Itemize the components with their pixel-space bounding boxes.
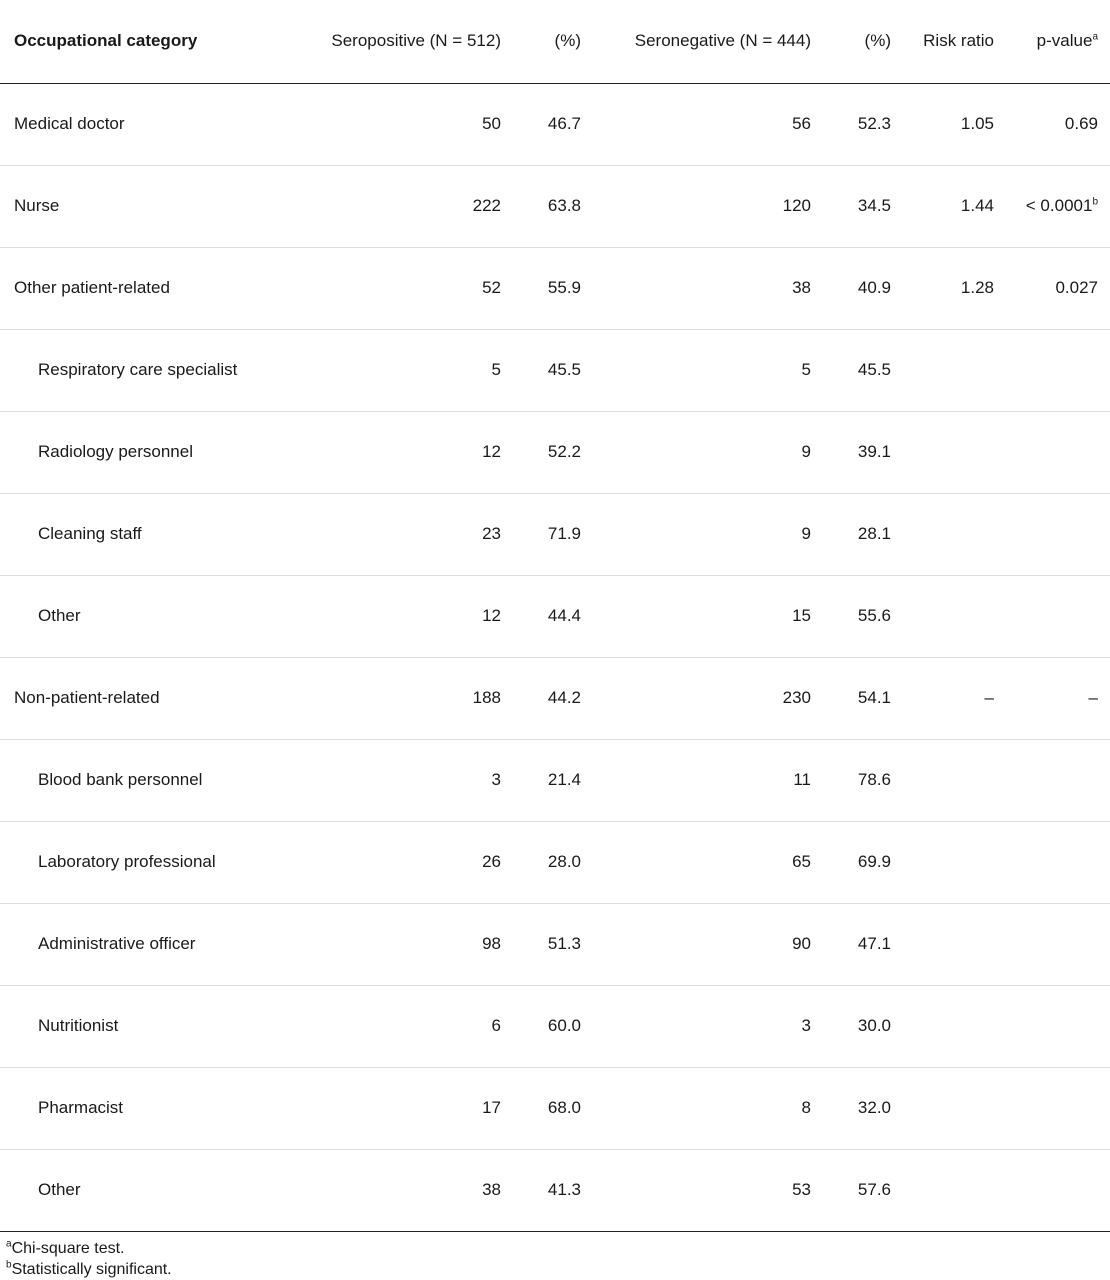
seropositive-percent: 71.9: [515, 493, 595, 575]
seronegative-percent: 45.5: [825, 329, 905, 411]
p-value: [1008, 657, 1110, 739]
p-value: [1008, 821, 1110, 903]
row-label: Laboratory professional: [0, 821, 300, 903]
row-label: Other: [0, 1149, 300, 1231]
seropositive-count: 38: [300, 1149, 515, 1231]
header-seronegative: Seronegative (N = 444): [595, 0, 825, 83]
table-footnotes: [6, 1238, 172, 1280]
seronegative-count: 38: [595, 247, 825, 329]
p-value: [1008, 1149, 1110, 1231]
footnote-a-text: Chi-square test.: [11, 1240, 125, 1257]
p-value: [1008, 985, 1110, 1067]
seronegative-count: 230: [595, 657, 825, 739]
table-row: [0, 1067, 1110, 1149]
seronegative-count: 56: [595, 83, 825, 165]
p-value: [1008, 247, 1110, 329]
row-label: Blood bank personnel: [0, 739, 300, 821]
seropositive-count: 50: [300, 83, 515, 165]
footnote-a-mark: a: [6, 1238, 12, 1250]
risk-ratio: [905, 411, 1008, 493]
footnote-b-mark: b: [6, 1259, 12, 1271]
header-seronegative-percent: (%): [825, 0, 905, 83]
risk-ratio: [905, 493, 1008, 575]
row-label: Nutritionist: [0, 985, 300, 1067]
seropositive-count: 12: [300, 411, 515, 493]
seropositive-count: 26: [300, 821, 515, 903]
seronegative-count: 9: [595, 411, 825, 493]
seropositive-count: 52: [300, 247, 515, 329]
header-risk-ratio: Risk ratio: [905, 0, 1008, 83]
seropositive-count: 12: [300, 575, 515, 657]
seropositive-count: 17: [300, 1067, 515, 1149]
seropositive-percent: 68.0: [515, 1067, 595, 1149]
seropositive-count: 6: [300, 985, 515, 1067]
p-value-footnote-mark: b: [1092, 196, 1098, 208]
row-label: Cleaning staff: [0, 493, 300, 575]
seronegative-count: 65: [595, 821, 825, 903]
footnote-a: [6, 1238, 172, 1259]
table-row: [0, 411, 1110, 493]
header-row: [0, 0, 1110, 83]
seropositive-percent: 44.2: [515, 657, 595, 739]
p-value: [1008, 903, 1110, 985]
p-value: [1008, 493, 1110, 575]
risk-ratio: [905, 903, 1008, 985]
seronegative-count: 3: [595, 985, 825, 1067]
seropositive-percent: 28.0: [515, 821, 595, 903]
seronegative-percent: 52.3: [825, 83, 905, 165]
header-p-value-footnote-mark: a: [1092, 31, 1098, 43]
header-p-value-label: p-value: [1036, 31, 1093, 51]
risk-ratio: [905, 575, 1008, 657]
table-row: [0, 1149, 1110, 1231]
p-value: [1008, 83, 1110, 165]
footnote-b: [6, 1259, 172, 1280]
seropositive-count: 188: [300, 657, 515, 739]
table-row: [0, 575, 1110, 657]
p-value: [1008, 165, 1110, 247]
row-label: Radiology personnel: [0, 411, 300, 493]
seropositive-percent: 46.7: [515, 83, 595, 165]
risk-ratio: [905, 1149, 1008, 1231]
seropositive-count: 222: [300, 165, 515, 247]
seropositive-percent: 55.9: [515, 247, 595, 329]
seronegative-percent: 28.1: [825, 493, 905, 575]
seronegative-count: 120: [595, 165, 825, 247]
table-row: [0, 165, 1110, 247]
table-row: [0, 903, 1110, 985]
row-label: Non-patient-related: [0, 657, 300, 739]
seropositive-count: 3: [300, 739, 515, 821]
seropositive-percent: 51.3: [515, 903, 595, 985]
p-value: [1008, 411, 1110, 493]
seronegative-percent: 40.9: [825, 247, 905, 329]
row-label: Medical doctor: [0, 83, 300, 165]
risk-ratio: 1.05: [905, 83, 1008, 165]
header-p-value: [1008, 0, 1110, 83]
seronegative-percent: 34.5: [825, 165, 905, 247]
seropositive-count: 98: [300, 903, 515, 985]
p-value: [1008, 1067, 1110, 1149]
seropositive-percent: 63.8: [515, 165, 595, 247]
seronegative-percent: 54.1: [825, 657, 905, 739]
risk-ratio: [905, 329, 1008, 411]
seronegative-percent: 30.0: [825, 985, 905, 1067]
seropositive-percent: 45.5: [515, 329, 595, 411]
risk-ratio: 1.28: [905, 247, 1008, 329]
seronegative-percent: 47.1: [825, 903, 905, 985]
seropositive-count: 5: [300, 329, 515, 411]
table-row: [0, 493, 1110, 575]
risk-ratio: [905, 821, 1008, 903]
p-value-text: 0.027: [1055, 278, 1098, 297]
seronegative-percent: 69.9: [825, 821, 905, 903]
seronegative-count: 90: [595, 903, 825, 985]
row-label: Other: [0, 575, 300, 657]
seronegative-percent: 78.6: [825, 739, 905, 821]
risk-ratio: [905, 1067, 1008, 1149]
seropositive-percent: 21.4: [515, 739, 595, 821]
table-header: [0, 0, 1110, 83]
table-row: [0, 657, 1110, 739]
risk-ratio: [905, 985, 1008, 1067]
p-value: [1008, 739, 1110, 821]
row-label: Respiratory care specialist: [0, 329, 300, 411]
risk-ratio: 1.44: [905, 165, 1008, 247]
seronegative-count: 9: [595, 493, 825, 575]
footnote-b-text: Statistically significant.: [11, 1261, 172, 1278]
seropositive-percent: 60.0: [515, 985, 595, 1067]
p-value-text: –: [1088, 688, 1098, 707]
seronegative-percent: 55.6: [825, 575, 905, 657]
table-row: [0, 329, 1110, 411]
table-row: [0, 985, 1110, 1067]
row-label: Administrative officer: [0, 903, 300, 985]
table-body: [0, 83, 1110, 1231]
seronegative-percent: 39.1: [825, 411, 905, 493]
seropositive-count: 23: [300, 493, 515, 575]
row-label: Other patient-related: [0, 247, 300, 329]
seronegative-count: 11: [595, 739, 825, 821]
header-seropositive-percent: (%): [515, 0, 595, 83]
table-row: [0, 247, 1110, 329]
seronegative-count: 15: [595, 575, 825, 657]
table-row: [0, 821, 1110, 903]
risk-ratio: [905, 739, 1008, 821]
seropositive-percent: 52.2: [515, 411, 595, 493]
seropositive-percent: 44.4: [515, 575, 595, 657]
seronegative-percent: 32.0: [825, 1067, 905, 1149]
table-row: [0, 739, 1110, 821]
seronegative-count: 8: [595, 1067, 825, 1149]
p-value: [1008, 575, 1110, 657]
table-row: [0, 83, 1110, 165]
header-seropositive: Seropositive (N = 512): [300, 0, 515, 83]
seropositive-percent: 41.3: [515, 1149, 595, 1231]
seronegative-count: 53: [595, 1149, 825, 1231]
row-label: Pharmacist: [0, 1067, 300, 1149]
row-label: Nurse: [0, 165, 300, 247]
header-occupational-category: Occupational category: [0, 0, 300, 83]
risk-ratio: –: [905, 657, 1008, 739]
p-value-text: 0.69: [1064, 114, 1098, 133]
seronegative-count: 5: [595, 329, 825, 411]
seronegative-percent: 57.6: [825, 1149, 905, 1231]
p-value-text: < 0.0001: [1025, 196, 1093, 215]
p-value: [1008, 329, 1110, 411]
